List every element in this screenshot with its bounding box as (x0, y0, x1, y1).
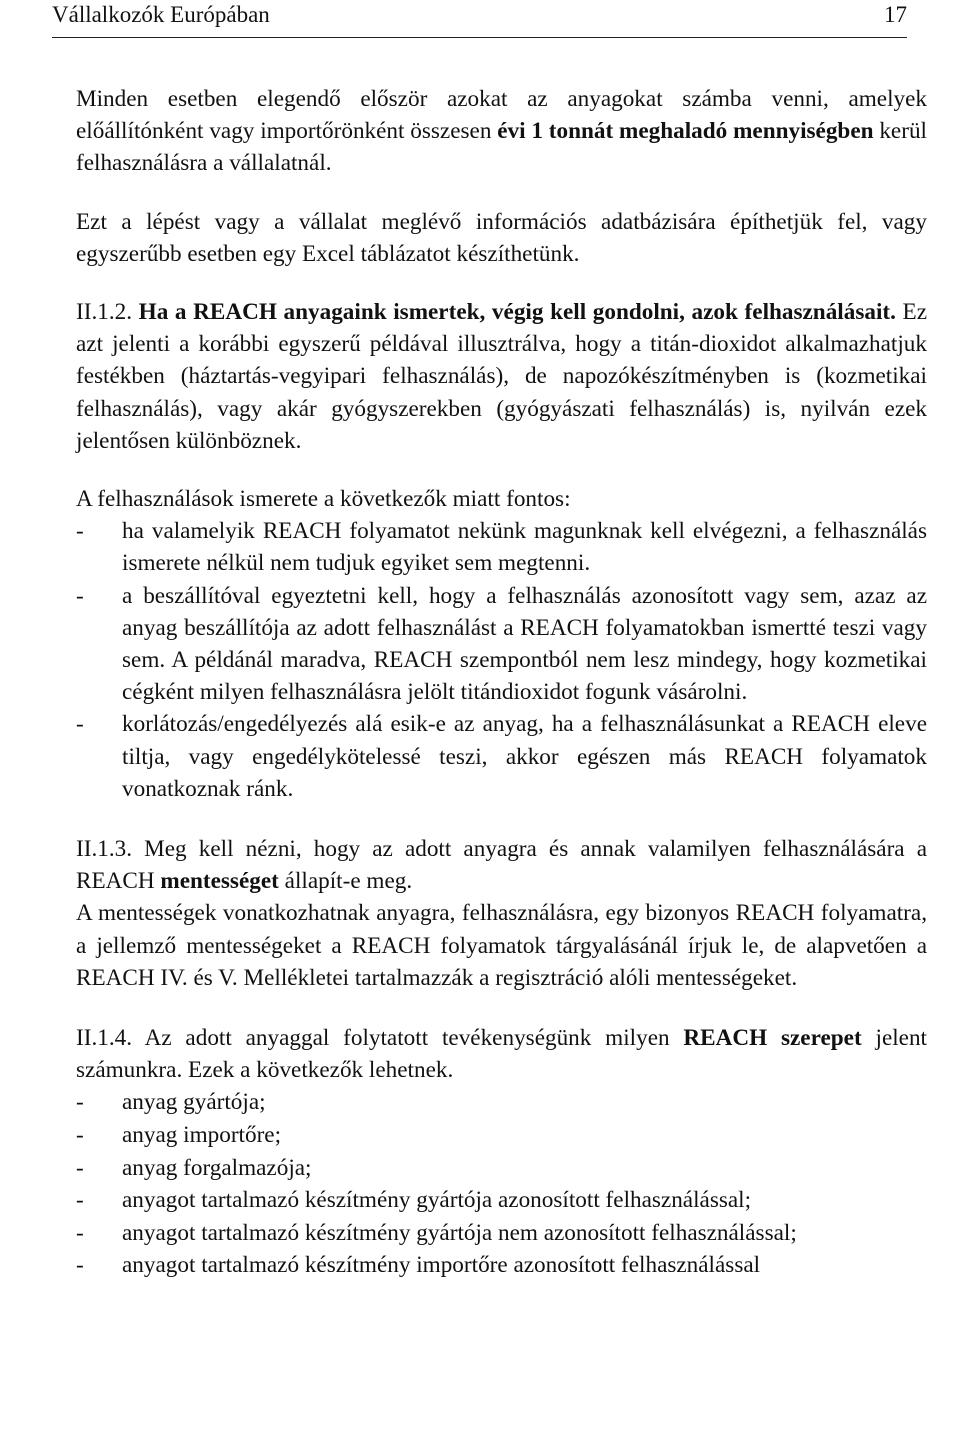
list-item (76, 1086, 927, 1119)
list-item-text: a beszállítóval egyeztetni kell, hogy a felhasználás azonosított vagy sem, azaz az anyag beszállítója az adott felhasználást a REACH folyamatokban ismertté teszi vagy sem. A példánál maradva, REACH szempontból nem lesz mindegy, hogy kozmetikai cégként milyen felhasználásra jelölt titándioxidot fogunk vásárolni. (122, 582, 927, 706)
list-dash: - (76, 518, 84, 545)
paragraph-text: Ez azt jelenti a korábbi egyszerű példával illusztrálva, hogy a titán-dioxidot alkalmazhatjuk festékben (háztartás-vegyipari felhasználás), de napozókészítményben is (kozmetikai felhasználás), vagy akár gyógyszerekben (gyógyászati felhasználás) is, nyilván ezek jelentősen különböznek. (76, 299, 928, 454)
bold-emphasis: mentességet (160, 868, 279, 895)
list-item-text: korlátozás/engedélyezés alá esik-e az anyag, ha a felhasználásunkat a REACH eleve tiltja, vagy engedélykötelessé teszi, akkor egészen más REACH folyamatok vonatkoznak ránk. (122, 711, 927, 802)
paragraph-text: jelent számunkra. Ezek a következők lehetnek. (76, 1025, 928, 1084)
list-item (76, 1249, 927, 1282)
list-item (76, 580, 927, 709)
list-dash: - (76, 1089, 84, 1116)
list-item (76, 1184, 927, 1217)
uses-list (76, 515, 927, 805)
list-item-text: anyag forgalmazója; (122, 1154, 312, 1181)
list-item-text: anyagot tartalmazó készítmény gyártója azonosított felhasználással; (122, 1187, 752, 1214)
list-dash: - (76, 582, 84, 609)
list-item-text: anyag gyártója; (122, 1089, 266, 1116)
section-II-1-4 (76, 1022, 927, 1086)
page-number: 17 (884, 2, 907, 27)
page-body (76, 83, 927, 1282)
running-title: Vállalkozók Európában (52, 2, 270, 27)
paragraph-text: kerül felhasználásra a vállalatnál. (76, 118, 927, 177)
bold-emphasis: REACH szerepet (683, 1025, 862, 1052)
list-item-text: anyag importőre; (122, 1122, 282, 1149)
list-dash: - (76, 1122, 84, 1149)
paragraph-text: állapít-e meg. (278, 868, 413, 895)
paragraph-text: II.1.3. Meg kell nézni, hogy az adott anyagra és annak valamilyen felhasználására a REACH (76, 836, 927, 895)
list-item (76, 515, 927, 579)
list-item-text: anyagot tartalmazó készítmény importőre azonosított felhasználással (122, 1252, 761, 1279)
bold-emphasis: évi 1 tonnát meghaladó mennyiségben (497, 118, 874, 145)
list-item (76, 1119, 927, 1152)
paragraph-database: Ezt a lépést vagy a vállalat meglévő információs adatbázisára építhetjük fel, vagy egyszerűbb esetben egy Excel táblázatot készíthetünk. (76, 208, 927, 267)
list-item (76, 1152, 927, 1185)
list-dash: - (76, 1187, 84, 1214)
list-dash: - (76, 1252, 84, 1279)
page-header (52, 0, 907, 38)
paragraph-text: II.1.4. Az adott anyaggal folytatott tevékenységünk milyen (76, 1025, 684, 1052)
list-item (76, 1217, 927, 1250)
roles-list (76, 1086, 927, 1282)
section-number: II.1.2. (76, 299, 133, 326)
paragraph-exemptions: A mentességek vonatkozhatnak anyagra, felhasználásra, egy bizonyos REACH folyamatra, a jellemző mentességeket a REACH folyamatok tárgyalásánál írjuk le, de alapvetően a REACH IV. és V. Mellékletei tartalmazzák a regisztráció alóli mentességeket. (76, 900, 927, 991)
section-II-1-2 (76, 296, 927, 457)
list-item-text: anyagot tartalmazó készítmény gyártója nem azonosított felhasználással; (122, 1219, 797, 1246)
uses-intro: A felhasználások ismerete a következők miatt fontos: (76, 486, 571, 513)
list-item (76, 708, 927, 805)
list-item-text: ha valamelyik REACH folyamatot nekünk magunknak kell elvégezni, a felhasználás ismerete nélkül nem tudjuk egyiket sem megtenni. (122, 518, 927, 577)
paragraph-tonnage (76, 83, 927, 180)
list-dash: - (76, 1219, 84, 1246)
section-II-1-3 (76, 833, 927, 897)
list-dash: - (76, 711, 84, 738)
list-dash: - (76, 1154, 84, 1181)
paragraph-text: Minden esetben elegendő először azokat az anyagokat számba venni, amelyek előállítónként vagy importőrönként összesen (76, 86, 927, 145)
section-heading: Ha a REACH anyagaink ismertek, végig kell gondolni, azok felhasználásait. (138, 299, 896, 326)
